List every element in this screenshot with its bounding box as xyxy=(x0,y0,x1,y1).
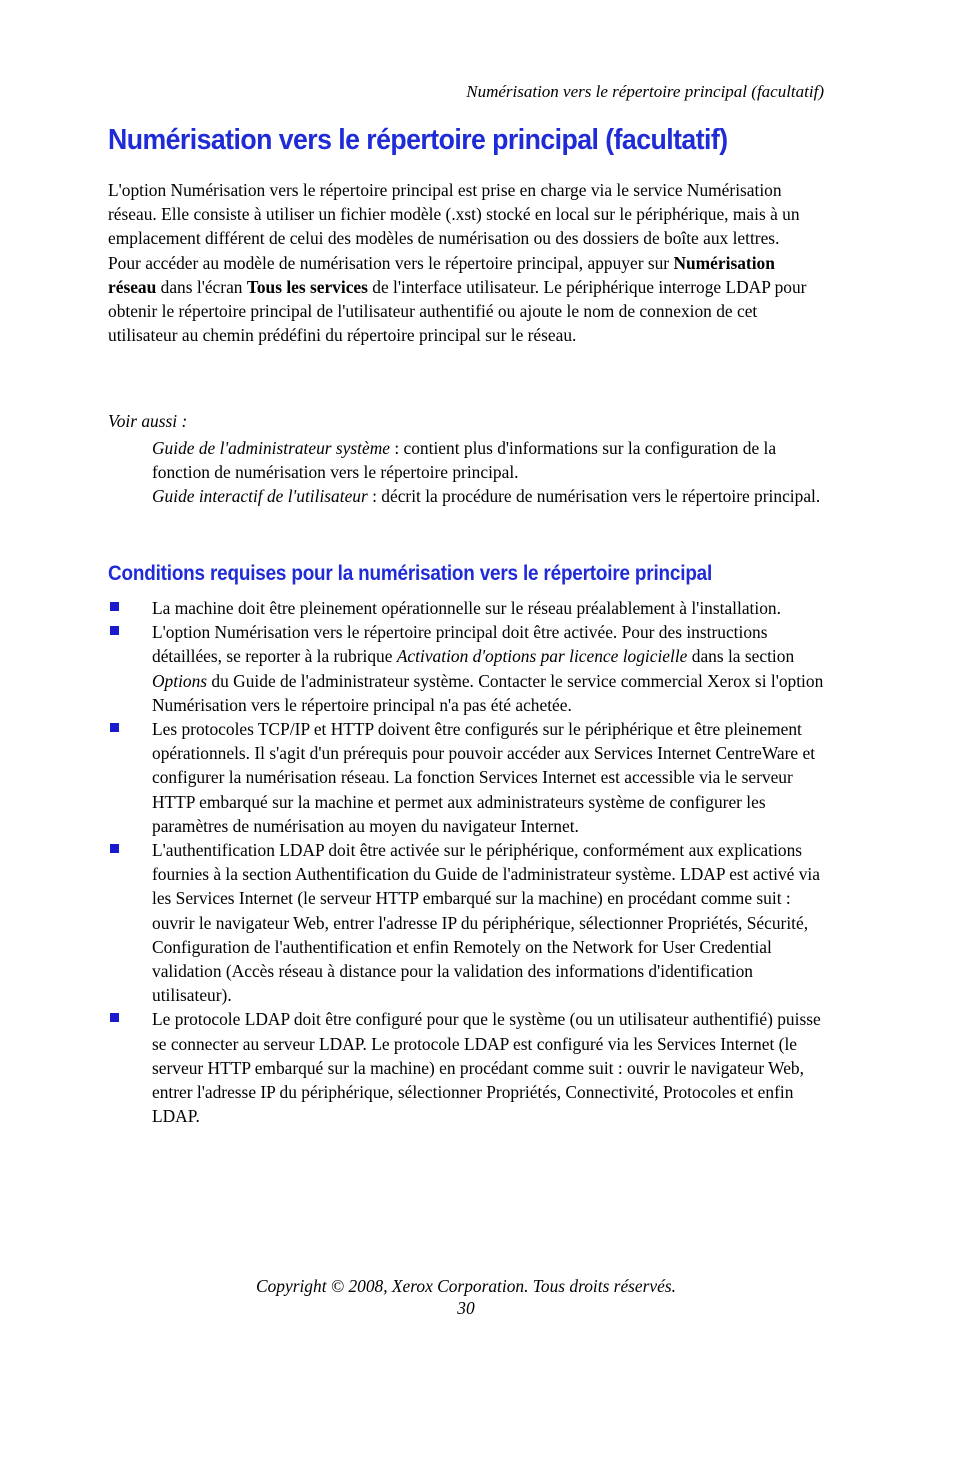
intro-p2-start: Pour accéder au modèle de numérisation vers le répertoire principal, appuyer sur xyxy=(108,252,674,273)
page-number: 30 xyxy=(457,1298,475,1318)
list-item-italic-a: Activation d'options par licence logicielle xyxy=(396,646,688,667)
square-bullet-icon xyxy=(110,723,119,732)
list-item-text: Le protocole LDAP doit être configuré pour que le système (ou un utilisateur authentifié) puisse se connecter au serveur LDAP. Le protocole LDAP est configuré via les Services Internet (le serveur HTTP embarqué sur la machine) en procédant comme suit : ouvrir le navigateur Web, entrer l'adresse IP du périphérique, sélectionner Propriétés, Connectivité, Protocoles et enfin LDAP. xyxy=(152,1009,821,1127)
footer-copyright: Copyright © 2008, Xerox Corporation. Tous droits réservés. xyxy=(256,1276,676,1296)
intro-section xyxy=(108,178,824,347)
reference-admin-guide-text: : contient plus d'informations sur la configuration de la fonction de numérisation vers le répertoire principal. xyxy=(152,438,777,483)
list-item-text: L'authentification LDAP doit être activée sur le périphérique, conformément aux explications fournies à la section Authentification du Guide de l'administrateur système. LDAP est activé via les Services Internet (le serveur HTTP embarqué sur la machine) en procédant comme suit : ouvrir le navigateur Web, entrer l'adresse IP du périphérique, sélectionner Propriétés, Sécurité, Configuration de l'authentification et enfin Remotely on the Network for User Credential validation (Accès réseau à distance pour la validation des informations d'identification utilisateur). xyxy=(152,840,820,1006)
section-heading: Conditions requises pour la numérisation vers le répertoire principal xyxy=(108,562,713,585)
list-item-italic-b: Options xyxy=(152,670,208,691)
list-item-text-a: L'option Numérisation vers le répertoire principal doit être activée. Pour des instructions détaillées, se reporter à la rubrique xyxy=(152,622,768,667)
reference-admin-guide-title: Guide de l'administrateur système xyxy=(152,438,390,458)
see-also-references xyxy=(152,436,824,509)
intro-p2-bold-network-scan: Numérisation réseau xyxy=(108,252,775,297)
requirements-list xyxy=(108,596,824,1128)
page-title: Numérisation vers le répertoire principal (facultatif) xyxy=(108,124,728,156)
intro-p2-mid: dans l'écran xyxy=(156,276,247,297)
list-item xyxy=(108,596,824,620)
intro-p2-bold-all-services: Tous les services xyxy=(246,276,368,297)
list-item-text-b: dans la section xyxy=(687,646,795,667)
list-item-text-c: du Guide de l'administrateur système. Contacter le service commercial Xerox si l'option Numérisation vers le répertoire principal n'a pas été achetée. xyxy=(152,670,824,715)
list-item xyxy=(108,1007,824,1128)
list-item-text: La machine doit être pleinement opérationnelle sur le réseau préalablement à l'installation. xyxy=(152,598,781,618)
list-item-text: Les protocoles TCP/IP et HTTP doivent être configurés sur le périphérique et être pleinement opérationnels. Il s'agit d'un prérequis pour pouvoir accéder aux Services Internet CentreWare et configurer la numérisation réseau. La fonction Services Internet est accessible via le serveur HTTP embarqué sur la machine et permet aux administrateurs système de configurer les paramètres de numérisation au moyen du navigateur Internet. xyxy=(152,719,816,836)
list-item xyxy=(108,620,824,717)
square-bullet-icon xyxy=(110,626,119,635)
reference-admin-guide xyxy=(152,436,824,484)
intro-p2-end: de l'interface utilisateur. Le périphérique interroge LDAP pour obtenir le répertoire principal de l'utilisateur authentifié ou ajoute le nom de connexion de cet utilisateur au chemin prédéfini du répertoire principal sur le réseau. xyxy=(108,276,807,346)
intro-paragraph-2 xyxy=(108,251,824,348)
see-also-label: Voir aussi : xyxy=(108,411,188,431)
list-item xyxy=(108,838,824,1007)
list-item xyxy=(108,717,824,838)
reference-user-guide-text: : décrit la procédure de numérisation vers le répertoire principal. xyxy=(367,486,821,507)
reference-user-guide-title: Guide interactif de l'utilisateur xyxy=(152,486,368,507)
square-bullet-icon xyxy=(110,844,119,853)
running-header: Numérisation vers le répertoire principal (facultatif) xyxy=(466,82,824,101)
intro-paragraph-1: L'option Numérisation vers le répertoire principal est prise en charge via le service Numérisation réseau. Elle consiste à utiliser un fichier modèle (.xst) stocké en local sur le périphérique, mais à un emplacement différent de celui des modèles de numérisation ou des dossiers de boîte aux lettres. xyxy=(108,180,800,249)
reference-user-guide xyxy=(152,484,824,508)
square-bullet-icon xyxy=(110,1013,119,1022)
square-bullet-icon xyxy=(110,602,119,611)
